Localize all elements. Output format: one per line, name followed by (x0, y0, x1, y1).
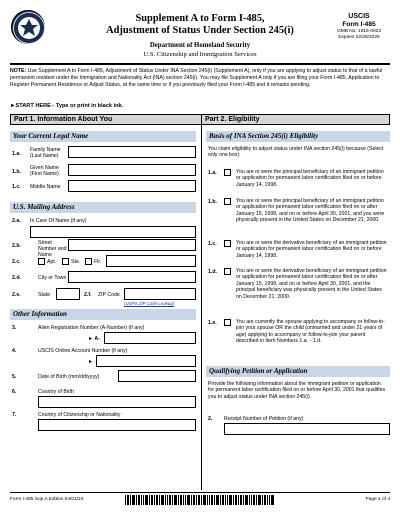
omb-number: OMB No. 1615-0023 (337, 29, 381, 34)
note-paragraph (10, 68, 390, 89)
country-birth-field[interactable] (38, 396, 196, 408)
in-care-of-field[interactable] (30, 226, 196, 238)
a-number-prefix: ► A- (88, 336, 100, 342)
eligibility-intro: You claim eligibility to adjust status under INA section 245(i) because (Select only one box): (208, 146, 384, 159)
barcode-icon (125, 495, 275, 505)
start-here-instruction: ►START HERE - Type or print in black ink. (10, 103, 124, 109)
zip-lookup-link[interactable]: (USPS ZIP Code Lookup) (124, 301, 175, 306)
basis-eligibility-header: Basis of INA Section 245(i) Eligibility (206, 131, 390, 142)
option-1e-checkbox[interactable] (224, 319, 231, 326)
part1-header (10, 114, 202, 125)
street-field[interactable] (68, 239, 196, 251)
country-birth-label: Country of Birth (38, 389, 75, 395)
a-number-field[interactable] (104, 332, 196, 344)
country-citizenship-num: 7. (12, 412, 17, 418)
option-1a-checkbox[interactable] (224, 169, 231, 176)
street-label: Street Number and Name (38, 240, 67, 258)
option-1d-num: 1.d. (208, 269, 217, 275)
middle-name-label: Middle Name (30, 184, 61, 190)
flr-checkbox[interactable] (85, 258, 92, 265)
ste-checkbox[interactable] (62, 258, 69, 265)
other-info-header: Other Information (10, 309, 196, 320)
page-number: Page 1 of 4 (365, 497, 390, 502)
option-1a-num: 1.a. (208, 170, 217, 176)
given-name-label: Given Name (First Name) (30, 165, 59, 177)
a-number-num: 3. (12, 325, 17, 331)
option-1e-text: You are currently the spouse applying to accompany or follow-to-join your spouse OR the child (unmarried and under 21 years of age) applying to accompany or follow-to-join your parent described in Item Numbers 1.a. - 1.d. (236, 319, 385, 345)
form-title (76, 13, 324, 37)
given-name-field[interactable] (68, 164, 196, 176)
option-1b-num: 1.b. (208, 199, 217, 205)
option-1e-num: 1.e. (208, 320, 217, 326)
note-text: Use Supplement A to Form I-485, Adjustment of Status Under INA Section 245(i) (Supplement A), only if you are applying to adjust status to that of a lawful permanent resident under the Immigration and Nationality Act (INA) section 245(i). You may file Supplement A only if you are filing your Form I-485, Application to Register Permanent Residence or Adjust Status, at the same time or if you previously filed your Form I-485 and it remains pending. (10, 68, 383, 88)
dhs-seal-icon (11, 10, 45, 44)
column-divider (201, 114, 202, 490)
uscis-account-num: 4. (12, 348, 17, 354)
apt-checkbox[interactable] (38, 258, 45, 265)
in-care-of-num: 2.a. (12, 218, 21, 224)
family-name-label: Family Name (Last Name) (30, 147, 61, 159)
given-name-num: 1.b. (12, 169, 21, 175)
dob-field[interactable] (118, 370, 196, 382)
uscis-account-label: USCIS Online Account Number (if any) (38, 348, 128, 354)
footer-divider (10, 492, 390, 493)
flr-label: Flr. (94, 259, 102, 265)
header-divider (10, 63, 390, 65)
uscis-account-prefix: ► (88, 359, 94, 365)
mailing-address-header: U.S. Mailing Address (10, 202, 196, 213)
city-label: City or Town (38, 275, 67, 281)
receipt-num: 2. (208, 416, 213, 422)
state-select[interactable] (56, 288, 80, 300)
option-1c-num: 1.c. (208, 241, 217, 247)
dob-num: 5. (12, 374, 17, 380)
state-num: 2.e. (12, 292, 21, 298)
note-label: NOTE: (10, 68, 27, 74)
zip-num: 2.f. (84, 292, 92, 298)
option-1a-text: You are or were the principal beneficiary of an immigrant petition or application for permanent labor certification filed on or before January 14, 1998. (236, 169, 384, 188)
zip-field[interactable] (124, 288, 196, 300)
receipt-label: Receipt Number of Petition (if any) (224, 416, 304, 422)
option-1d-checkbox[interactable] (224, 268, 231, 275)
title-line-2: Adjustment of Status Under Section 245(i) (106, 25, 294, 36)
option-1b-text: You are or were the principal beneficiary of an immigrant petition or application for permanent labor certification filed on or after January 15, 1998, and on or before April 30, 2001, and you were physically present in the United States on December 21, 2000. (236, 198, 385, 224)
unit-number-field[interactable] (106, 255, 196, 267)
department-name: Department of Homeland Security (149, 42, 251, 49)
part1-title: Part 1. Information About You (14, 116, 113, 123)
qualifying-petition-header: Qualifying Petition or Application (206, 366, 390, 377)
state-label: State (38, 292, 51, 298)
agency-name: U.S. Citizenship and Immigration Services (143, 51, 257, 58)
city-num: 2.d. (12, 275, 21, 281)
country-citizenship-label: Country of Citizenship or Nationality (38, 412, 121, 418)
qualifying-text: Provide the following information about the immigrant petition or application for permanent labor certification filed on or before April 30, 2001 that qualifies you to adjust status under INA section 245(i). (208, 381, 386, 400)
part2-header (201, 114, 390, 125)
uscis-account-field[interactable] (96, 355, 196, 367)
a-number-label: Alien Registration Number (A-Number) (if any) (38, 325, 145, 331)
part2-title: Part 2. Eligibility (205, 116, 260, 123)
middle-name-field[interactable] (68, 180, 196, 192)
in-care-of-label: In Care Of Name (if any) (30, 218, 87, 224)
form-id-block (328, 13, 390, 41)
country-birth-num: 6. (12, 389, 17, 395)
family-name-num: 1.a. (12, 151, 21, 157)
form-number: Form I-485 (342, 21, 376, 28)
receipt-field[interactable] (224, 423, 390, 435)
option-1d-text: You are or were the derivative beneficiary of an immigrant petition or application for permanent labor certification filed on or after January 15, 1998, and on or before April 30, 2001, and the principal beneficiary was physically present in the United States on December 21, 2000. (236, 268, 387, 300)
title-line-1: Supplement A to Form I-485, (135, 13, 265, 24)
expiration-date: Expires 02/28/2026 (338, 35, 380, 40)
zip-label: ZIP Code (98, 292, 120, 298)
legal-name-header: Your Current Legal Name (10, 131, 196, 142)
city-field[interactable] (68, 271, 196, 283)
form-edition: Form I-485 Sup A Edition 04/01/24 (10, 497, 84, 502)
country-citizenship-field[interactable] (38, 419, 196, 431)
form-agency: USCIS (348, 13, 370, 20)
dob-label: Date of Birth (mm/dd/yyyy) (38, 374, 100, 380)
option-1c-text: You are or were the derivative beneficiary of an immigrant petition or application for permanent labor certification filed on or before January 14, 1998. (236, 240, 387, 259)
unit-num: 2.c. (12, 259, 21, 265)
family-name-field[interactable] (68, 146, 196, 158)
ste-label: Ste. (71, 259, 81, 265)
middle-name-num: 1.c. (12, 184, 21, 190)
option-1c-checkbox[interactable] (224, 240, 231, 247)
option-1b-checkbox[interactable] (224, 198, 231, 205)
street-num: 2.b. (12, 243, 21, 249)
apt-label: Apt. (47, 259, 57, 265)
